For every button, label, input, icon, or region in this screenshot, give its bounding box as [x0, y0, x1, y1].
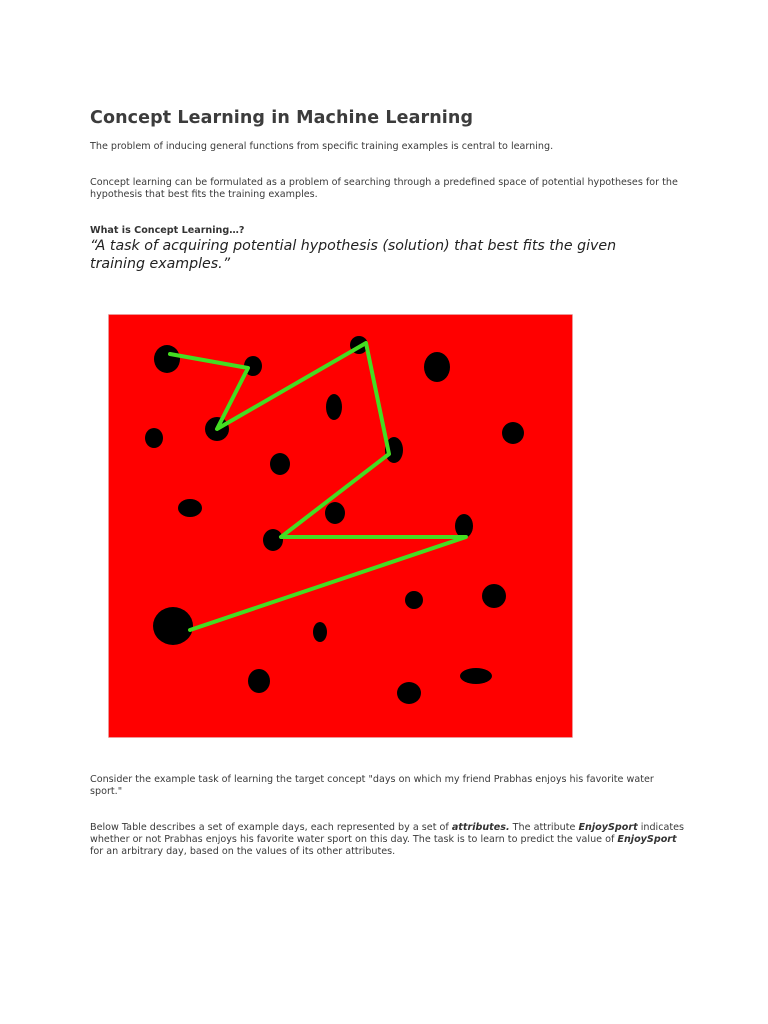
question-label: What is Concept Learning…? [90, 225, 245, 236]
enjoysport-term: EnjoySport [617, 834, 677, 845]
table-desc-text-2: The attribute [509, 822, 579, 833]
hypothesis-dot [326, 394, 342, 420]
hypothesis-dot [313, 622, 327, 642]
enjoysport-term: EnjoySport [578, 822, 638, 833]
hypothesis-dot [482, 584, 506, 608]
hypothesis-dot [455, 514, 473, 538]
figure-background [108, 314, 573, 738]
hypothesis-dot [460, 668, 492, 684]
hypothesis-search-figure [108, 314, 573, 738]
hypothesis-dot [263, 529, 283, 551]
hypothesis-dot [270, 453, 290, 475]
intro-paragraph: The problem of inducing general functions from specific training examples is central to learning. [90, 141, 554, 152]
table-description-paragraph [90, 822, 685, 858]
hypothesis-dot [397, 682, 421, 704]
formulation-paragraph: Concept learning can be formulated as a problem of searching through a predefined space of potential hypotheses for the hypothesis that best fits the training examples. [90, 177, 678, 200]
table-desc-text-3: indicates whether or not Prabhas enjoys his favorite water sport on this day. The task is to learn to predict the value of [90, 822, 685, 845]
page-title: Concept Learning in Machine Learning [90, 108, 474, 128]
hypothesis-dot [145, 428, 163, 448]
definition-quote: “A task of acquiring potential hypothesis (solution) that best fits the given training examples.” [90, 238, 617, 272]
table-desc-text-4: for an arbitrary day, based on the values of its other attributes. [90, 846, 396, 857]
hypothesis-dot [248, 669, 270, 693]
hypothesis-dot [405, 591, 423, 609]
hypothesis-dot [153, 607, 193, 645]
attributes-term: attributes. [451, 822, 510, 833]
hypothesis-dot [424, 352, 450, 382]
example-task-paragraph: Consider the example task of learning the target concept "days on which my friend Prabhas enjoys his favorite water sport." [90, 774, 654, 797]
table-desc-text-1: Below Table describes a set of example days, each represented by a set of [90, 822, 452, 833]
hypothesis-dot [325, 502, 345, 524]
hypothesis-dot [502, 422, 524, 444]
hypothesis-dot [178, 499, 202, 517]
hypothesis-dot [154, 345, 180, 373]
